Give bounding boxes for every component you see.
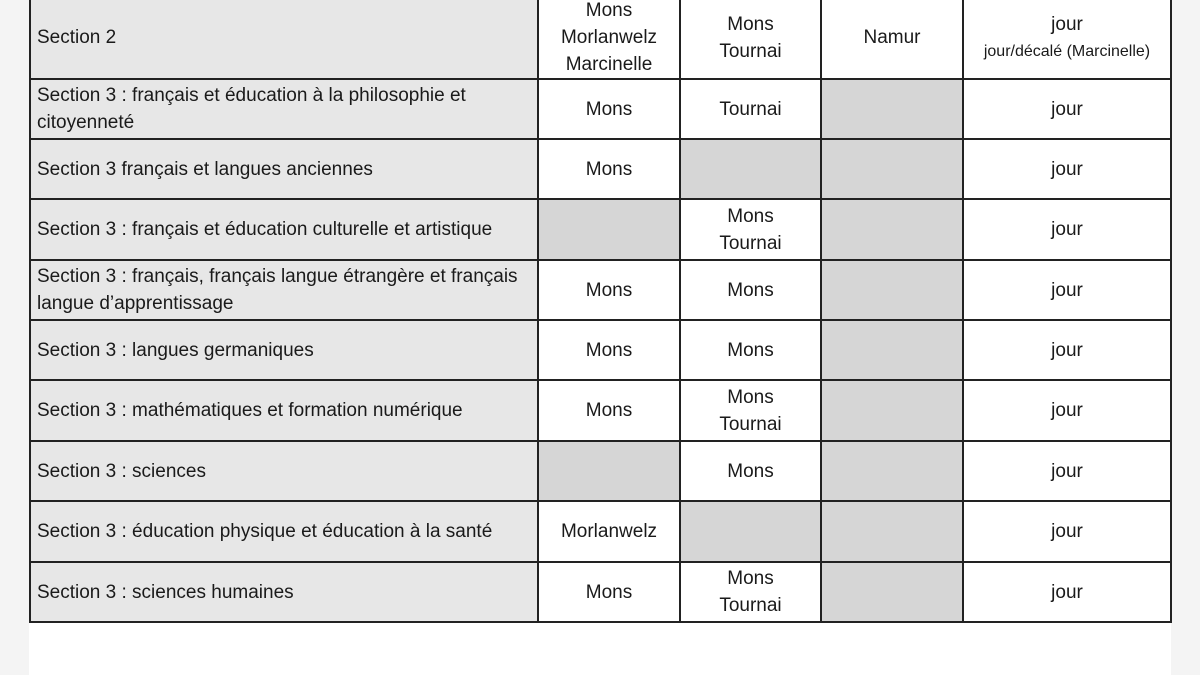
campus-cell-2: Mons (680, 441, 821, 501)
schedule-cell: jour (963, 441, 1171, 501)
campus-cell-1: Mons (538, 562, 680, 622)
campus-cell-1: Mons Morlanwelz Marcinelle (538, 0, 680, 79)
campus-cell-1: Mons (538, 320, 680, 380)
section-name-cell: Section 3 français et langues anciennes (30, 139, 538, 199)
section-name-cell: Section 3 : sciences (30, 441, 538, 501)
schedule-cell: jour (963, 79, 1171, 139)
table-row (30, 562, 1171, 622)
table-row (30, 380, 1171, 441)
campus-cell-2: Mons Tournai (680, 380, 821, 441)
empty-cell (821, 562, 963, 622)
empty-cell (538, 441, 680, 501)
empty-cell (821, 320, 963, 380)
table-row (30, 501, 1171, 562)
table-row (30, 139, 1171, 199)
schedule-cell: jour (963, 139, 1171, 199)
campus-cell-2: Mons Tournai (680, 0, 821, 79)
empty-cell (680, 139, 821, 199)
empty-cell (821, 260, 963, 320)
campus-cell-2: Mons (680, 260, 821, 320)
campus-cell-1: Mons (538, 380, 680, 441)
section-name-cell: Section 3 : sciences humaines (30, 562, 538, 622)
section-name-cell: Section 3 : éducation physique et éducation à la santé (30, 501, 538, 562)
schedule-cell: jour (963, 501, 1171, 562)
section-name-cell: Section 3 : français et éducation à la philosophie et citoyenneté (30, 79, 538, 139)
schedule-cell: jour (963, 260, 1171, 320)
empty-cell (821, 199, 963, 260)
table-row (30, 79, 1171, 139)
section-name-cell: Section 3 : français, français langue étrangère et français langue d’apprentissage (30, 260, 538, 320)
empty-cell (680, 501, 821, 562)
empty-cell (821, 139, 963, 199)
table-row (30, 320, 1171, 380)
schedule-cell: jour jour/décalé (Marcinelle) (963, 0, 1171, 79)
section-name-cell: Section 3 : mathématiques et formation numérique (30, 380, 538, 441)
campus-cell-2: Mons (680, 320, 821, 380)
section-name-cell: Section 2 (30, 0, 538, 79)
table-row (30, 0, 1171, 79)
table-row (30, 441, 1171, 501)
schedule-cell: jour (963, 562, 1171, 622)
sections-table (29, 0, 1172, 623)
campus-cell-2: Tournai (680, 79, 821, 139)
table-row (30, 199, 1171, 260)
empty-cell (538, 199, 680, 260)
campus-cell-1: Mons (538, 79, 680, 139)
campus-cell-3: Namur (821, 0, 963, 79)
schedule-cell: jour (963, 199, 1171, 260)
campus-cell-2: Mons Tournai (680, 199, 821, 260)
table-row (30, 260, 1171, 320)
campus-cell-1: Mons (538, 139, 680, 199)
section-name-cell: Section 3 : français et éducation culturelle et artistique (30, 199, 538, 260)
empty-cell (821, 441, 963, 501)
empty-cell (821, 501, 963, 562)
section-name-cell: Section 3 : langues germaniques (30, 320, 538, 380)
campus-cell-2: Mons Tournai (680, 562, 821, 622)
schedule-cell: jour (963, 320, 1171, 380)
empty-cell (821, 380, 963, 441)
schedule-cell: jour (963, 380, 1171, 441)
campus-cell-1: Morlanwelz (538, 501, 680, 562)
campus-cell-1: Mons (538, 260, 680, 320)
empty-cell (821, 79, 963, 139)
